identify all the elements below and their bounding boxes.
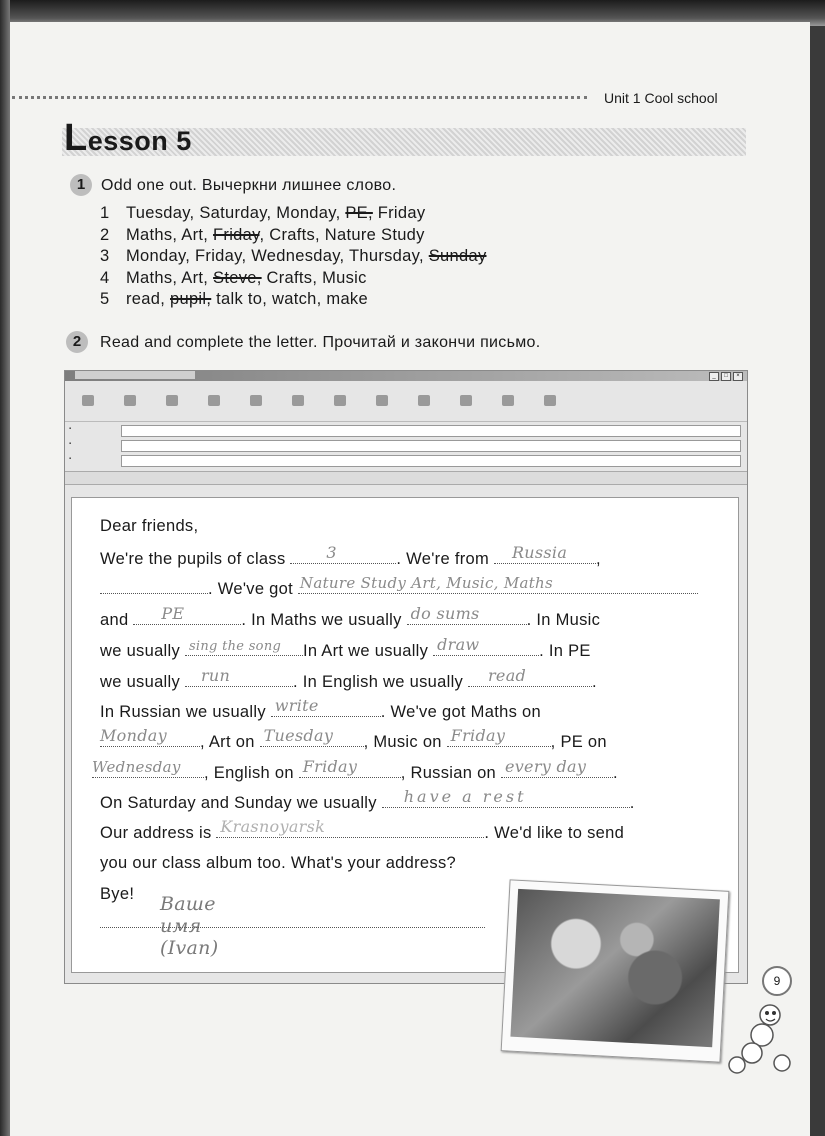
letter-line <box>100 574 698 599</box>
exercise-1-number: 1 <box>70 174 92 196</box>
handwritten-answer: Russia <box>511 543 568 562</box>
cc-field-label-icon: ▪ <box>69 441 72 447</box>
letter-text: we usually <box>100 642 181 660</box>
answer-blank <box>290 543 396 564</box>
list-item <box>100 289 487 311</box>
signature-line <box>100 927 485 928</box>
handwritten-answer: do sums <box>410 604 480 623</box>
odd-one-out-list <box>100 203 487 311</box>
item-number: 1 <box>100 204 110 222</box>
letter-text: . In Maths we usually <box>241 611 402 629</box>
letter-text: . We've got <box>208 580 294 598</box>
window-controls <box>709 372 743 381</box>
cc-field-row <box>65 439 747 452</box>
window-titlebar <box>65 371 747 381</box>
encrypt-icon <box>491 395 525 421</box>
classroom-photo <box>501 879 730 1062</box>
answer-blank <box>468 666 592 687</box>
handwritten-answer: Friday <box>450 726 506 745</box>
letter-text: . We've got Maths on <box>380 703 541 721</box>
letter-line <box>100 787 635 813</box>
answer-blank <box>298 574 698 594</box>
subject-field-row <box>65 454 747 467</box>
to-field-row <box>65 424 747 437</box>
item-text: Crafts, Music <box>261 268 367 287</box>
item-number: 2 <box>100 225 110 244</box>
letter-greeting: Dear friends, <box>100 517 199 535</box>
letter-text: and <box>100 611 129 629</box>
struck-word: Steve, <box>213 268 262 287</box>
letter-text: . <box>612 764 618 782</box>
handwritten-answer: Tuesday <box>263 726 334 745</box>
answer-blank <box>92 758 204 778</box>
answer-blank <box>299 757 401 778</box>
letter-text: , Art on <box>200 733 255 751</box>
struck-word: PE, <box>345 204 373 222</box>
cut-icon <box>113 395 147 421</box>
attach-icon <box>365 395 399 421</box>
handwritten-answer: run <box>200 666 231 685</box>
handwritten-answer: PE <box>161 604 185 623</box>
letter-text: We're the pupils of class <box>100 550 286 568</box>
item-text: Friday <box>372 204 426 222</box>
exercise-1-instruction: Odd one out. Вычеркни лишнее слово. <box>101 177 397 194</box>
item-text: Tuesday, Saturday, Monday, <box>126 204 346 222</box>
handwritten-answer: read <box>487 666 527 685</box>
window-title-placeholder <box>75 371 195 379</box>
letter-text: . In PE <box>539 642 591 660</box>
handwritten-answer: Krasnoyarsk <box>220 817 326 836</box>
letter-line <box>92 757 618 783</box>
letter-text: , <box>595 550 601 568</box>
letter-text: In Russian we usually <box>100 703 266 721</box>
priority-icon <box>407 395 441 421</box>
handwritten-answer: Friday <box>302 757 358 776</box>
maximize-icon: □ <box>721 372 731 381</box>
letter-line <box>100 817 625 843</box>
answer-blank <box>447 726 551 747</box>
item-text: Maths, Art, <box>126 225 214 244</box>
unit-header: Unit 1 Cool school <box>604 90 718 106</box>
letter-line <box>100 726 607 752</box>
letter-text: . In English we usually <box>292 673 464 691</box>
letter-text: , Music on <box>363 733 442 751</box>
answer-blank <box>501 757 613 778</box>
answer-blank <box>185 641 303 656</box>
item-text: Monday, Friday, Wednesday, Thursday, <box>126 247 429 265</box>
to-field <box>121 425 741 437</box>
subject-field-label-icon: ▪ <box>69 456 72 462</box>
page-number: 9 <box>762 966 792 996</box>
letter-line <box>100 666 597 692</box>
offline-icon <box>533 395 567 421</box>
item-number: 4 <box>100 268 110 287</box>
letter-text: . <box>629 794 635 812</box>
window-toolbar <box>65 391 747 422</box>
window-menubar <box>65 381 747 391</box>
subject-field <box>121 455 741 467</box>
check-icon <box>281 395 315 421</box>
letter-text: . We're from <box>396 550 490 568</box>
letter-text: , Russian on <box>400 764 497 782</box>
answer-blank <box>382 787 630 808</box>
lesson-title-initial: L <box>64 117 88 159</box>
letter-text: . We'd like to send <box>484 824 625 842</box>
letter-text: , PE on <box>550 733 607 751</box>
handwritten-answer: every day <box>504 757 587 776</box>
paste-icon <box>197 395 231 421</box>
answer-blank <box>433 635 539 656</box>
caterpillar-mascot-icon <box>722 995 802 1075</box>
answer-blank <box>260 726 364 747</box>
letter-text: On Saturday and Sunday we usually <box>100 794 377 812</box>
letter-text: In Art we usually <box>302 642 429 660</box>
handwritten-answer: write <box>274 696 319 715</box>
struck-word: pupil, <box>170 290 212 308</box>
letter-text: we usually <box>100 673 181 691</box>
item-text: read, <box>126 290 170 308</box>
handwritten-signature: Ваше имя (Ivan) <box>160 893 219 959</box>
answer-blank <box>494 543 596 564</box>
item-text: talk to, watch, make <box>211 290 368 308</box>
handwritten-answer: Nature Study Art, Music, Maths <box>299 574 554 592</box>
struck-word: Sunday <box>428 247 487 265</box>
copy-icon <box>155 395 189 421</box>
answer-blank <box>271 696 381 717</box>
handwritten-answer: Wednesday <box>92 758 181 776</box>
binding-edge <box>0 0 10 1136</box>
sign-icon <box>449 395 483 421</box>
handwritten-answer: 3 <box>326 543 337 562</box>
letter-text: . In Music <box>526 611 601 629</box>
letter-bye: Bye! <box>100 885 135 903</box>
lesson-title-rest: esson 5 <box>87 126 192 156</box>
header-dotted-rule <box>12 96 587 99</box>
cc-field <box>121 440 741 452</box>
handwritten-answer: Monday <box>100 726 167 745</box>
minimize-icon: _ <box>709 372 719 381</box>
answer-blank <box>100 579 208 594</box>
list-item <box>100 203 487 225</box>
letter-text: Our address is <box>100 824 212 842</box>
struck-word: Friday <box>213 225 260 244</box>
list-item <box>100 268 487 290</box>
send-icon <box>71 395 105 421</box>
item-text: , Crafts, Nature Study <box>259 225 425 244</box>
item-number: 3 <box>100 247 110 265</box>
item-text: Maths, Art, <box>126 268 214 287</box>
exercise-2-number: 2 <box>66 331 88 353</box>
spelling-icon <box>323 395 357 421</box>
close-icon: × <box>733 372 743 381</box>
format-toolbar <box>65 471 747 485</box>
list-item <box>100 246 487 268</box>
answer-blank <box>133 604 241 625</box>
exercise-2-instruction: Read and complete the letter. Прочитай и закончи письмо. <box>100 334 541 351</box>
list-item <box>100 225 487 247</box>
answer-blank <box>185 666 293 687</box>
undo-icon <box>239 395 273 421</box>
answer-blank <box>216 817 484 838</box>
letter-line <box>100 635 591 661</box>
letter-line <box>100 696 541 722</box>
lesson-title <box>64 117 192 159</box>
children-at-computer-image <box>510 889 719 1047</box>
handwritten-answer: sing the song <box>188 639 282 654</box>
letter-line <box>100 543 601 569</box>
answer-blank <box>100 726 200 747</box>
handwritten-answer: draw <box>437 635 480 654</box>
letter-text: . <box>591 673 597 691</box>
answer-blank <box>407 604 527 625</box>
letter-text: , English on <box>204 764 294 782</box>
letter-line: you our class album too. What's your address? <box>100 854 456 872</box>
handwritten-answer: have a rest <box>403 787 527 806</box>
letter-line <box>100 604 601 630</box>
to-field-label-icon: ▪ <box>69 426 72 432</box>
item-number: 5 <box>100 290 110 308</box>
